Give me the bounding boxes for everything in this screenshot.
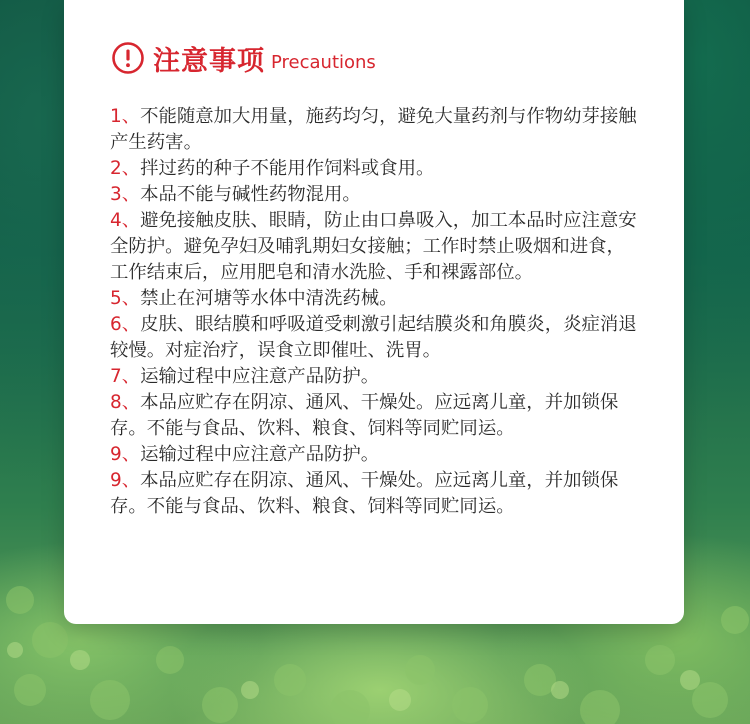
item-number: 3、: [110, 184, 141, 205]
list-item: [110, 156, 638, 182]
precautions-list: [110, 104, 638, 520]
list-item: [110, 390, 638, 442]
item-text: 本品应贮存在阴凉、通风、干燥处。应远离儿童，并加锁保存。不能与食品、饮料、粮食、饲料等同贮同运。: [110, 392, 619, 439]
exclamation-circle-icon: [111, 41, 145, 75]
page-title-english: Precautions: [271, 51, 376, 73]
list-item: [110, 364, 638, 390]
item-number: 1、: [110, 106, 141, 127]
list-item: [110, 442, 638, 468]
item-text: 本品不能与碱性药物混用。: [140, 184, 361, 205]
item-number: 7、: [110, 366, 141, 387]
item-text: 不能随意加大用量，施药均匀，避免大量药剂与作物幼芽接触产生药害。: [110, 106, 637, 153]
item-number: 4、: [110, 210, 141, 231]
list-item: [110, 312, 638, 364]
item-number: 9、: [110, 470, 141, 491]
list-item: [110, 468, 638, 520]
item-number: 2、: [110, 158, 141, 179]
page-title: 注意事项: [153, 45, 265, 77]
item-text: 运输过程中应注意产品防护。: [140, 444, 380, 465]
item-number: 5、: [110, 288, 141, 309]
item-number: 9、: [110, 444, 141, 465]
item-text: 拌过药的种子不能用作饲料或食用。: [140, 158, 435, 179]
item-number: 8、: [110, 392, 141, 413]
list-item: [110, 208, 638, 286]
list-item: [110, 182, 638, 208]
item-text: 本品应贮存在阴凉、通风、干燥处。应远离儿童，并加锁保存。不能与食品、饮料、粮食、饲料等同贮同运。: [110, 470, 619, 517]
precautions-card: [64, 0, 684, 624]
section-header: [111, 38, 376, 78]
item-text: 皮肤、眼结膜和呼吸道受刺激引起结膜炎和角膜炎，炎症消退较慢。对症治疗，误食立即催吐、洗胃。: [110, 314, 637, 361]
item-number: 6、: [110, 314, 141, 335]
item-text: 禁止在河塘等水体中清洗药械。: [140, 288, 398, 309]
list-item: [110, 286, 638, 312]
list-item: [110, 104, 638, 156]
item-text: 避免接触皮肤、眼睛，防止由口鼻吸入，加工本品时应注意安全防护。避免孕妇及哺乳期妇女接触；工作时禁止吸烟和进食，工作结束后，应用肥皂和清水洗脸、手和裸露部位。: [110, 210, 637, 283]
item-text: 运输过程中应注意产品防护。: [140, 366, 380, 387]
